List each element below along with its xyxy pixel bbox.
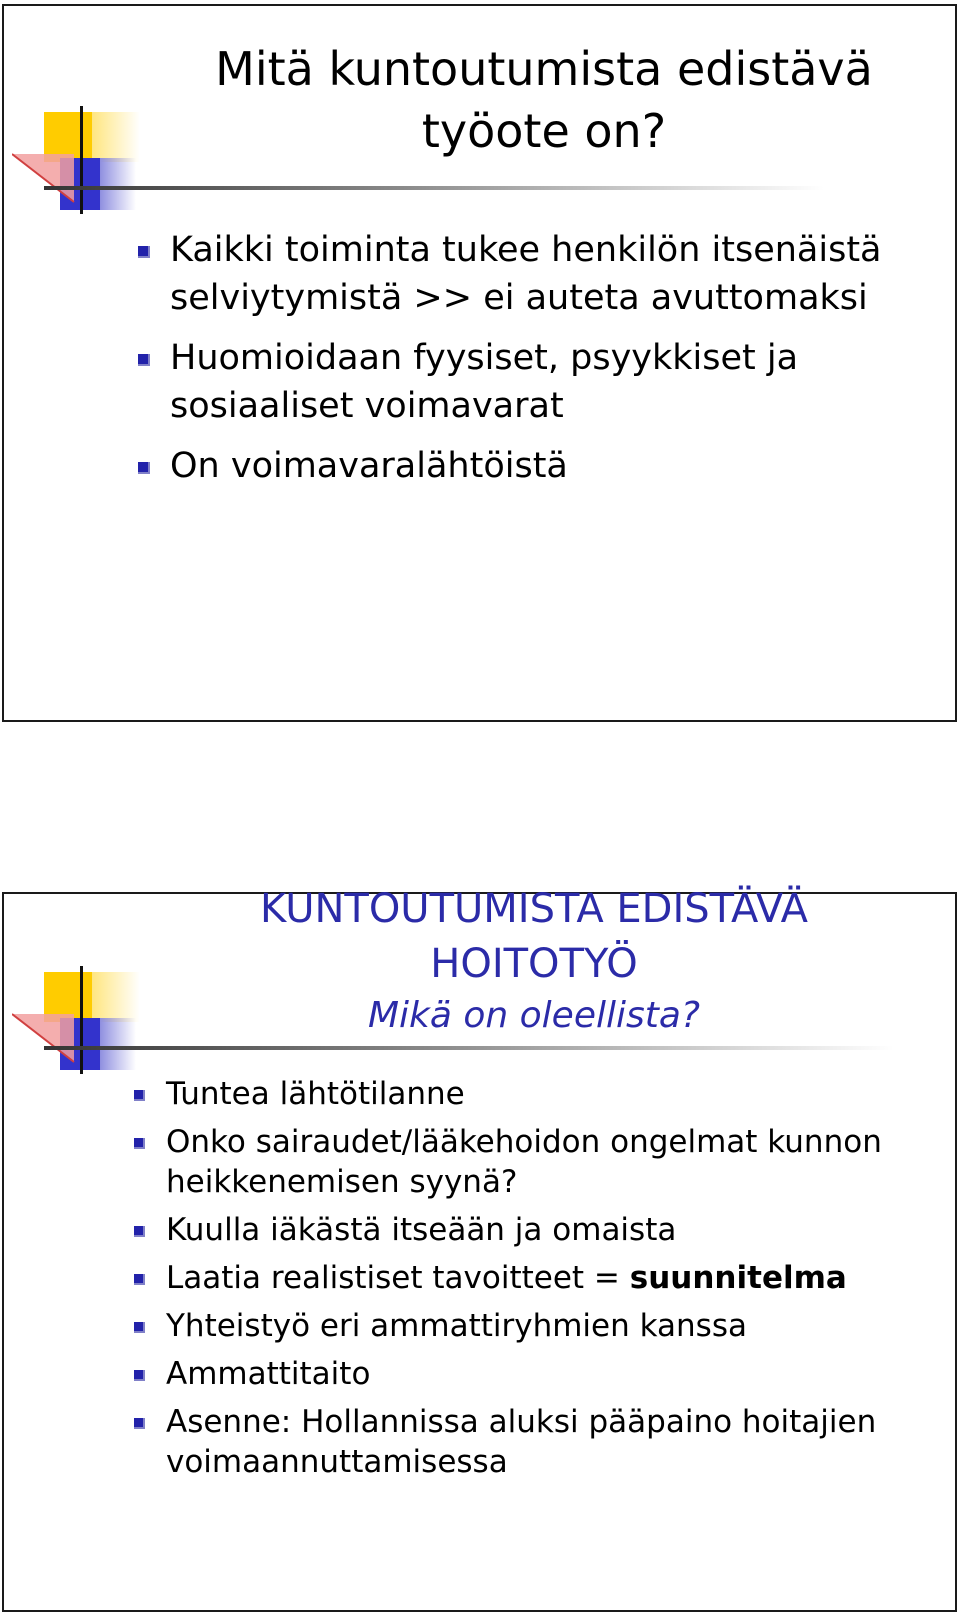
slide-2-bullet-list [134, 1074, 934, 1490]
slide-2-subtitle: Mikä on oleellista? [367, 995, 701, 1036]
bullet-square-icon [138, 246, 150, 258]
list-item: On voimavaralähtöistä [138, 442, 938, 490]
bullet-square-icon [134, 1090, 145, 1101]
list-item: Ammattitaito [134, 1354, 934, 1394]
bullet-square-icon [134, 1226, 145, 1237]
slide-1 [2, 4, 957, 722]
list-item: Kuulla iäkästä itseään ja omaista [134, 1210, 934, 1250]
list-item: Huomioidaan fyysiset, psyykkiset ja sosiaaliset voimavarat [138, 334, 938, 430]
title-divider [44, 186, 824, 190]
bullet-square-icon [134, 1322, 145, 1333]
list-item: Kaikki toiminta tukee henkilön itsenäistä selviytymistä >> ei auteta avuttomaksi [138, 226, 938, 322]
bullet-square-icon [134, 1274, 145, 1285]
list-item: Onko sairaudet/lääkehoidon ongelmat kunnon heikkenemisen syynä? [134, 1122, 934, 1202]
list-item: Tuntea lähtötilanne [134, 1074, 934, 1114]
slide-1-title: Mitä kuntoutumista edistävä työote on? [215, 42, 873, 158]
bullet-square-icon [134, 1138, 145, 1149]
title-divider [44, 1046, 894, 1050]
bullet-square-icon [134, 1418, 145, 1429]
slide-2-title: KUNTOUTUMISTA EDISTÄVÄ HOITOTYÖ Mikä on oleellista? [134, 882, 934, 1040]
slide-1-bullet-list [138, 226, 938, 502]
decorative-logo-icon [12, 966, 142, 1078]
bullet-square-icon [138, 354, 150, 366]
bullet-square-icon [134, 1370, 145, 1381]
bullet-square-icon [138, 462, 150, 474]
list-item: Laatia realistiset tavoitteet = suunnitelma [134, 1258, 934, 1298]
emphasis-text: suunnitelma [629, 1260, 847, 1296]
decorative-logo-icon [12, 106, 142, 218]
list-item: Yhteistyö eri ammattiryhmien kanssa [134, 1306, 934, 1346]
list-item: Asenne: Hollannissa aluksi pääpaino hoitajien voimaannuttamisessa [134, 1402, 934, 1482]
